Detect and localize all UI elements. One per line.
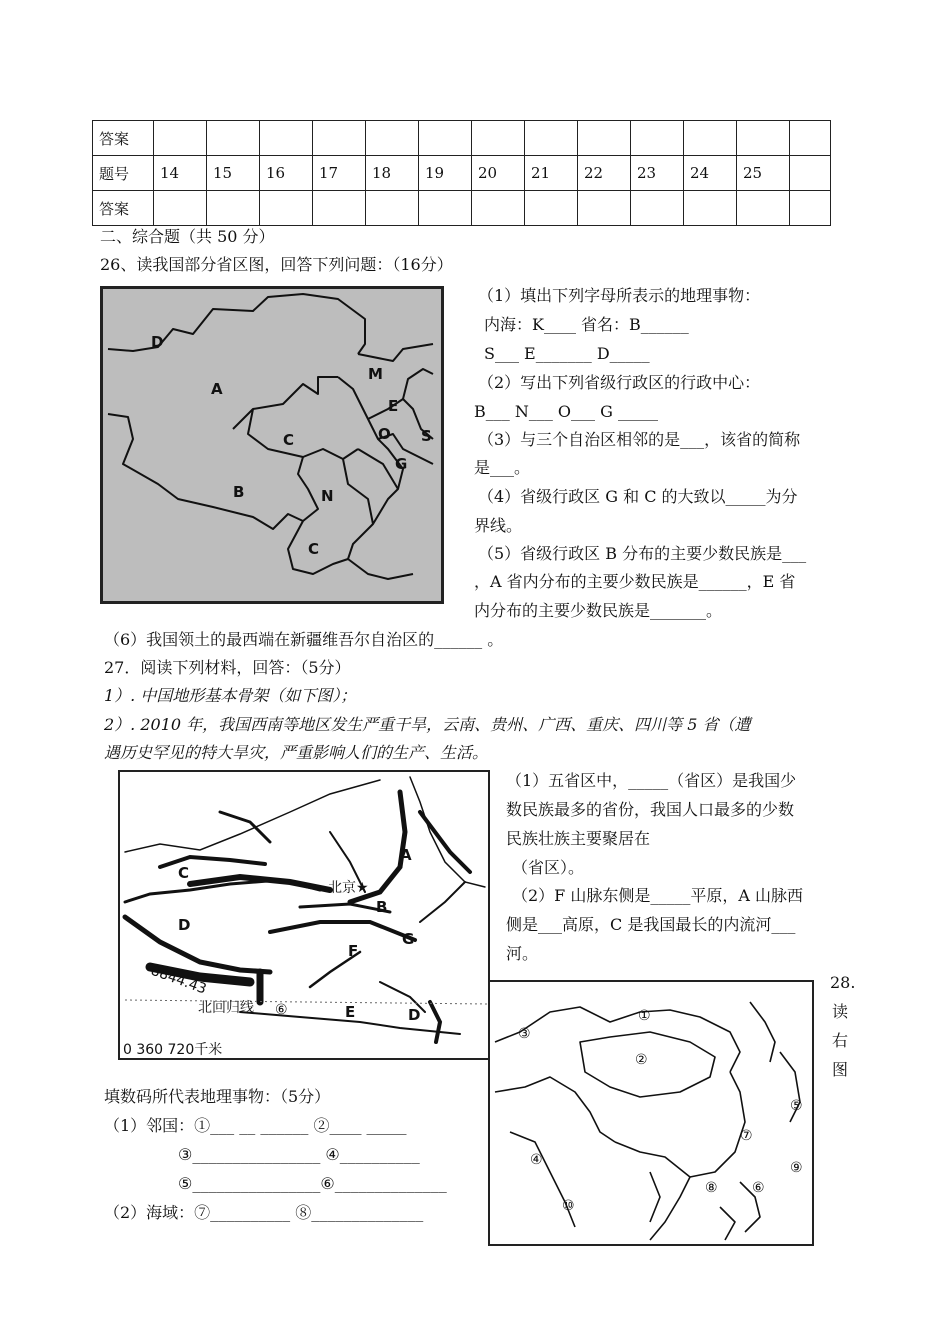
- answer-cell[interactable]: [578, 121, 631, 156]
- map-marker: ④: [530, 1152, 543, 1168]
- map-label: C: [283, 431, 295, 449]
- question-number: 19: [419, 156, 472, 191]
- question-number: 23: [631, 156, 684, 191]
- map-label: D: [151, 333, 164, 351]
- map-label: A: [211, 380, 223, 398]
- question-number: 15: [207, 156, 260, 191]
- q27-line: （1）五省区中，_____（省区）是我国少: [506, 771, 797, 790]
- answer-cell[interactable]: [154, 121, 207, 156]
- q27-line: （省区）。: [512, 858, 585, 877]
- q27-line: 侧是___高原，C 是我国最长的内流河___: [506, 915, 796, 934]
- map-label: S: [421, 427, 432, 445]
- map-label: C: [308, 540, 320, 558]
- q26-part6: （6）我国领土的最西端在新疆维吾尔自治区的______ 。: [104, 630, 504, 649]
- q28-line: （2）海域：⑦__________ ⑧______________: [104, 1203, 424, 1222]
- q28-label: 28.: [830, 973, 856, 992]
- q26-title: 26、读我国部分省区图，回答下列问题：（16分）: [100, 255, 453, 274]
- q27-line: （2）F 山脉东侧是_____平原，A 山脉西: [512, 886, 804, 905]
- answer-cell[interactable]: [260, 191, 313, 226]
- answer-cell[interactable]: [525, 121, 578, 156]
- answer-cell[interactable]: [631, 191, 684, 226]
- map-marker: ①: [638, 1008, 651, 1024]
- q26-line: 是___。: [474, 458, 531, 477]
- map-marker: ⑦: [740, 1128, 753, 1144]
- map-label: E: [345, 1003, 356, 1021]
- q26-line: S___ E_______ D_____: [484, 344, 650, 363]
- q27-material1: 1）. 中国地形基本骨架（如下图）；: [104, 686, 357, 705]
- q26-line: 内海：K____ 省名：B______: [484, 315, 689, 334]
- q27-material2: 遇历史罕见的特大旱灾，严重影响人们的生产、生活。: [104, 743, 489, 762]
- section-title: 二、综合题（共 50 分）: [100, 227, 275, 246]
- map-label: A: [400, 846, 412, 864]
- q27-line: 民族壮族主要聚居在: [506, 829, 651, 848]
- q27-material2: 2）. 2010 年，我国西南等地区发生严重干旱，云南、贵州、广西、重庆、四川等 5 省（遭: [104, 715, 751, 734]
- q28-label: 右: [832, 1031, 849, 1050]
- question-number: 14: [154, 156, 207, 191]
- table-row: [93, 121, 831, 156]
- province-map: [100, 286, 444, 604]
- question-number: 20: [472, 156, 525, 191]
- map-label: O: [378, 425, 391, 443]
- map-label: F: [348, 942, 359, 960]
- answer-cell[interactable]: [154, 191, 207, 226]
- map-marker: ⑥: [752, 1180, 765, 1196]
- map-label: N: [321, 487, 334, 505]
- map-marker: ⑤: [790, 1098, 803, 1114]
- map-label: D: [178, 916, 191, 934]
- map-label: D: [408, 1006, 421, 1024]
- map-marker: ⑨: [790, 1160, 803, 1176]
- q26-line: B___ N___ O___ G _____: [474, 402, 658, 421]
- answer-cell[interactable]: [313, 191, 366, 226]
- row-label: 答案: [93, 191, 154, 226]
- row-label: 题号: [93, 156, 154, 191]
- question-number: 21: [525, 156, 578, 191]
- question-number: 24: [684, 156, 737, 191]
- question-number: 22: [578, 156, 631, 191]
- q27-line: 河。: [506, 944, 539, 963]
- q26-line: （5）省级行政区 B 分布的主要少数民族是___: [478, 544, 807, 563]
- q26-line: 内分布的主要少数民族是_______。: [474, 601, 723, 620]
- q28-line: ⑤________________⑥______________: [178, 1174, 447, 1193]
- answer-cell[interactable]: [313, 121, 366, 156]
- map-marker: ③: [518, 1026, 531, 1042]
- map-marker: ⑩: [562, 1198, 575, 1214]
- q26-line: （4）省级行政区 G 和 C 的大致以_____为分: [478, 487, 798, 506]
- q26-line: （3）与三个自治区相邻的是___，该省的简称: [478, 430, 801, 449]
- map-label: B: [233, 483, 245, 501]
- answer-cell[interactable]: [419, 121, 472, 156]
- answer-cell[interactable]: [790, 121, 831, 156]
- answer-cell[interactable]: [472, 121, 525, 156]
- map-marker: ②: [635, 1052, 648, 1068]
- asia-map: [488, 980, 814, 1246]
- answer-table: [92, 120, 831, 226]
- tropic-label: 北回归线: [198, 1000, 254, 1016]
- scale-bar: 0 360 720千米: [123, 1042, 223, 1058]
- q28-label: 读: [832, 1002, 849, 1021]
- map-marker: ⑧: [705, 1180, 718, 1196]
- answer-cell[interactable]: [207, 121, 260, 156]
- answer-cell[interactable]: [207, 191, 260, 226]
- answer-cell[interactable]: [472, 191, 525, 226]
- answer-cell[interactable]: [790, 191, 831, 226]
- map-label: B: [376, 898, 388, 916]
- question-number: [790, 156, 831, 191]
- map-label: E: [388, 397, 399, 415]
- map-label: G: [402, 930, 415, 948]
- map-label: G: [395, 455, 408, 473]
- q26-line: （2）写出下列省级行政区的行政中心：: [478, 373, 761, 392]
- answer-cell[interactable]: [737, 191, 790, 226]
- beijing-label: 北京★: [328, 880, 369, 896]
- q26-line: 界线。: [474, 516, 523, 535]
- answer-cell[interactable]: [366, 191, 419, 226]
- answer-cell[interactable]: [631, 121, 684, 156]
- map-label: M: [368, 365, 383, 383]
- q28-label: 图: [832, 1060, 849, 1079]
- answer-cell[interactable]: [684, 121, 737, 156]
- table-row: [93, 156, 831, 191]
- q28-intro: 填数码所代表地理事物：（5分）: [104, 1087, 331, 1106]
- table-row: [93, 191, 831, 226]
- q27-line: 数民族最多的省份，我国人口最多的少数: [506, 800, 795, 819]
- answer-cell[interactable]: [260, 121, 313, 156]
- answer-cell[interactable]: [419, 191, 472, 226]
- question-number: 17: [313, 156, 366, 191]
- q27-title: 27．阅读下列材料，回答：（5分）: [104, 658, 351, 677]
- terrain-map: [118, 770, 490, 1060]
- peak-label: 8844.43: [148, 962, 209, 998]
- question-number: 18: [366, 156, 419, 191]
- answer-cell[interactable]: [578, 191, 631, 226]
- answer-cell[interactable]: [684, 191, 737, 226]
- map-label: ⑥: [275, 1002, 288, 1018]
- q26-line: ，A 省内分布的主要少数民族是______，E 省: [474, 572, 796, 591]
- q26-line: （1）填出下列字母所表示的地理事物：: [478, 286, 761, 305]
- answer-cell[interactable]: [737, 121, 790, 156]
- q28-line: ③________________ ④__________: [178, 1145, 420, 1164]
- question-number: 25: [737, 156, 790, 191]
- q28-line: （1）邻国：①___ __ ______ ②____ _____: [104, 1116, 407, 1135]
- answer-cell[interactable]: [525, 191, 578, 226]
- map-label: C: [178, 864, 190, 882]
- answer-cell[interactable]: [366, 121, 419, 156]
- row-label: 答案: [93, 121, 154, 156]
- question-number: 16: [260, 156, 313, 191]
